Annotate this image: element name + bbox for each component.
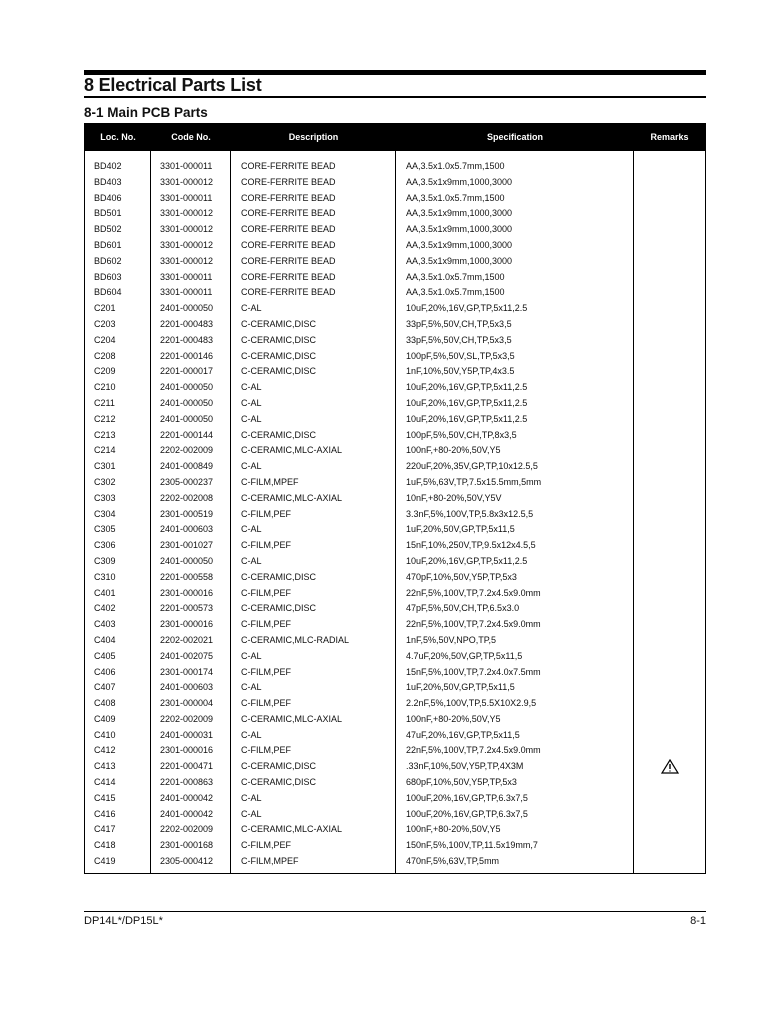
cell-description: C-CERAMIC,MLC-RADIAL (241, 634, 350, 645)
cell-specification: 470pF,10%,50V,Y5P,TP,5x3 (406, 571, 517, 582)
cell-code-no: 2301-000016 (160, 619, 214, 630)
table-row (85, 696, 705, 712)
cell-description: C-CERAMIC,DISC (241, 318, 317, 329)
cell-specification: 3.3nF,5%,100V,TP,5.8x3x12.5,5 (406, 508, 534, 519)
cell-description: C-AL (241, 524, 262, 535)
cell-code-no: 2401-000050 (160, 555, 214, 566)
cell-description: C-CERAMIC,DISC (241, 603, 317, 614)
table-row (85, 538, 705, 554)
cell-loc-no: C408 (94, 698, 116, 709)
cell-description: CORE-FERRITE BEAD (241, 287, 336, 298)
cell-loc-no: C404 (94, 634, 116, 645)
cell-specification: AA,3.5x1.0x5.7mm,1500 (406, 192, 505, 203)
cell-description: C-CERAMIC,MLC-AXIAL (241, 492, 343, 503)
table-row (85, 428, 705, 444)
cell-loc-no: C410 (94, 729, 116, 740)
cell-code-no: 2201-000471 (160, 761, 214, 772)
cell-specification: 680pF,10%,50V,Y5P,TP,5x3 (406, 777, 517, 788)
cell-code-no: 2301-000004 (160, 698, 214, 709)
cell-code-no: 2202-002009 (160, 713, 214, 724)
cell-description: C-AL (241, 729, 262, 740)
cell-loc-no: C303 (94, 492, 116, 503)
cell-specification: 10nF,+80-20%,50V,Y5V (406, 492, 502, 503)
cell-specification: AA,3.5x1x9mm,1000,3000 (406, 176, 513, 187)
cell-description: C-FILM,PEF (241, 745, 292, 756)
cell-code-no: 3301-000012 (160, 176, 214, 187)
cell-specification: 100nF,+80-20%,50V,Y5 (406, 713, 501, 724)
cell-specification: .33nF,10%,50V,Y5P,TP,4X3M (406, 761, 524, 772)
cell-loc-no: BD601 (94, 239, 122, 250)
table-row (85, 838, 705, 854)
cell-description: C-CERAMIC,DISC (241, 366, 317, 377)
cell-description: C-FILM,MPEF (241, 476, 299, 487)
header-specification: Specification (486, 132, 543, 142)
cell-description: C-FILM,PEF (241, 698, 292, 709)
table-row (85, 412, 705, 428)
cell-loc-no: BD603 (94, 271, 122, 282)
title-rule (84, 96, 706, 98)
cell-loc-no: C403 (94, 619, 116, 630)
cell-specification: AA,3.5x1x9mm,1000,3000 (406, 239, 513, 250)
cell-loc-no: C418 (94, 840, 116, 851)
cell-specification: 15nF,10%,250V,TP,9.5x12x4.5,5 (406, 540, 536, 551)
cell-specification: 1uF,20%,50V,GP,TP,5x11,5 (406, 682, 515, 693)
cell-loc-no: BD403 (94, 176, 122, 187)
cell-description: C-CERAMIC,DISC (241, 761, 317, 772)
cell-specification: 10uF,20%,16V,GP,TP,5x11,2.5 (406, 397, 528, 408)
parts-table (84, 123, 706, 874)
cell-code-no: 2401-000603 (160, 682, 214, 693)
table-row (85, 443, 705, 459)
cell-description: C-AL (241, 555, 262, 566)
cell-code-no: 2201-000483 (160, 334, 214, 345)
table-header (85, 124, 705, 151)
cell-specification: 22nF,5%,100V,TP,7.2x4.5x9.0mm (406, 745, 541, 756)
cell-specification: 33pF,5%,50V,CH,TP,5x3,5 (406, 334, 512, 345)
cell-loc-no: C419 (94, 856, 116, 867)
table-row (85, 459, 705, 475)
cell-code-no: 2202-002009 (160, 824, 214, 835)
cell-code-no: 3301-000012 (160, 255, 214, 266)
cell-loc-no: C209 (94, 366, 116, 377)
cell-specification: 100nF,+80-20%,50V,Y5 (406, 824, 501, 835)
cell-specification: AA,3.5x1x9mm,1000,3000 (406, 255, 513, 266)
cell-specification: 1uF,20%,50V,GP,TP,5x11,5 (406, 524, 515, 535)
cell-specification: AA,3.5x1x9mm,1000,3000 (406, 208, 513, 219)
cell-description: C-FILM,PEF (241, 840, 292, 851)
cell-code-no: 2401-000042 (160, 808, 214, 819)
table-row (85, 854, 705, 870)
cell-code-no: 2201-000863 (160, 777, 214, 788)
table-row (85, 633, 705, 649)
table-row (85, 791, 705, 807)
cell-description: C-CERAMIC,MLC-AXIAL (241, 824, 343, 835)
table-row (85, 649, 705, 665)
table-body (85, 159, 705, 870)
table-row (85, 222, 705, 238)
cell-code-no: 2301-000168 (160, 840, 214, 851)
cell-code-no: 2201-000146 (160, 350, 214, 361)
cell-specification: 2.2nF,5%,100V,TP,5.5X10X2.9,5 (406, 698, 537, 709)
table-row (85, 238, 705, 254)
cell-code-no: 3301-000011 (160, 161, 213, 171)
cell-loc-no: C305 (94, 524, 116, 535)
cell-code-no: 2201-000558 (160, 571, 214, 582)
footer-page-number: 8-1 (690, 915, 706, 927)
cell-description: CORE-FERRITE BEAD (241, 161, 336, 171)
table-row (85, 349, 705, 365)
header-description: Description (288, 132, 339, 142)
cell-description: C-AL (241, 303, 262, 314)
cell-description: C-FILM,PEF (241, 666, 292, 677)
table-row (85, 254, 705, 270)
cell-specification: 10uF,20%,16V,GP,TP,5x11,2.5 (406, 303, 528, 314)
cell-code-no: 2401-002075 (160, 650, 214, 661)
cell-specification: 10uF,20%,16V,GP,TP,5x11,2.5 (406, 413, 528, 424)
cell-loc-no: C212 (94, 413, 116, 424)
table-row (85, 285, 705, 301)
cell-description: C-CERAMIC,MLC-AXIAL (241, 713, 343, 724)
cell-code-no: 3301-000012 (160, 224, 214, 235)
cell-code-no: 3301-000011 (160, 271, 213, 282)
cell-code-no: 2201-000144 (160, 429, 214, 440)
table-row (85, 680, 705, 696)
cell-description: C-CERAMIC,DISC (241, 429, 317, 440)
table-row (85, 617, 705, 633)
cell-code-no: 2401-000603 (160, 524, 214, 535)
table-row (85, 743, 705, 759)
cell-loc-no: C203 (94, 318, 116, 329)
cell-description: CORE-FERRITE BEAD (241, 176, 336, 187)
table-row (85, 159, 705, 175)
cell-code-no: 2401-000031 (160, 729, 214, 740)
cell-code-no: 2301-000016 (160, 587, 214, 598)
cell-specification: AA,3.5x1.0x5.7mm,1500 (406, 161, 505, 171)
cell-specification: 10uF,20%,16V,GP,TP,5x11,2.5 (406, 555, 528, 566)
table-row (85, 333, 705, 349)
cell-code-no: 2202-002021 (160, 634, 214, 645)
cell-loc-no: C415 (94, 792, 116, 803)
cell-description: CORE-FERRITE BEAD (241, 239, 336, 250)
cell-loc-no: C210 (94, 382, 116, 393)
cell-loc-no: C306 (94, 540, 116, 551)
cell-description: C-AL (241, 382, 262, 393)
cell-description: C-CERAMIC,DISC (241, 571, 317, 582)
cell-code-no: 3301-000012 (160, 208, 214, 219)
cell-code-no: 2202-002008 (160, 492, 214, 503)
cell-loc-no: C417 (94, 824, 116, 835)
cell-loc-no: C211 (94, 397, 115, 408)
table-row (85, 712, 705, 728)
warning-triangle-icon (661, 759, 679, 774)
cell-loc-no: C407 (94, 682, 116, 693)
cell-specification: AA,3.5x1.0x5.7mm,1500 (406, 287, 505, 298)
cell-specification: AA,3.5x1.0x5.7mm,1500 (406, 271, 505, 282)
cell-loc-no: C302 (94, 476, 116, 487)
table-row (85, 822, 705, 838)
cell-loc-no: BD604 (94, 287, 122, 298)
cell-specification: 220uF,20%,35V,GP,TP,10x12.5,5 (406, 461, 538, 472)
cell-description: C-CERAMIC,DISC (241, 777, 317, 788)
cell-code-no: 3301-000011 (160, 287, 213, 298)
cell-specification: AA,3.5x1x9mm,1000,3000 (406, 224, 513, 235)
table-row (85, 665, 705, 681)
cell-specification: 4.7uF,20%,50V,GP,TP,5x11,5 (406, 650, 523, 661)
cell-code-no: 2401-000050 (160, 413, 214, 424)
cell-code-no: 3301-000011 (160, 192, 213, 203)
header-code: Code No. (171, 132, 211, 142)
cell-code-no: 2401-000849 (160, 461, 214, 472)
table-row (85, 507, 705, 523)
cell-description: C-CERAMIC,MLC-AXIAL (241, 445, 343, 456)
cell-loc-no: BD502 (94, 224, 122, 235)
cell-description: CORE-FERRITE BEAD (241, 208, 336, 219)
cell-specification: 15nF,5%,100V,TP,7.2x4.0x7.5mm (406, 666, 541, 677)
table-row (85, 759, 705, 775)
table-row (85, 206, 705, 222)
cell-specification: 10uF,20%,16V,GP,TP,5x11,2.5 (406, 382, 528, 393)
header-remarks: Remarks (650, 132, 689, 142)
cell-code-no: 2305-000412 (160, 856, 214, 867)
cell-specification: 100uF,20%,16V,GP,TP,6.3x7,5 (406, 808, 528, 819)
cell-loc-no: BD501 (94, 208, 122, 219)
cell-specification: 470nF,5%,63V,TP,5mm (406, 856, 500, 867)
cell-code-no: 2401-000050 (160, 397, 214, 408)
cell-code-no: 2201-000017 (160, 366, 214, 377)
section-title: 8-1 Main PCB Parts (84, 105, 208, 120)
cell-loc-no: C310 (94, 571, 116, 582)
cell-specification: 100nF,+80-20%,50V,Y5 (406, 445, 501, 456)
table-row (85, 380, 705, 396)
table-row (85, 317, 705, 333)
cell-loc-no: C405 (94, 650, 116, 661)
cell-code-no: 3301-000012 (160, 239, 214, 250)
cell-description: C-AL (241, 397, 262, 408)
table-row (85, 601, 705, 617)
table-row (85, 728, 705, 744)
cell-description: C-AL (241, 461, 262, 472)
cell-specification: 22nF,5%,100V,TP,7.2x4.5x9.0mm (406, 619, 541, 630)
cell-description: C-AL (241, 413, 262, 424)
cell-code-no: 2201-000483 (160, 318, 214, 329)
cell-description: C-FILM,PEF (241, 619, 292, 630)
cell-specification: 33pF,5%,50V,CH,TP,5x3,5 (406, 318, 512, 329)
footer-model: DP14L*/DP15L* (84, 915, 163, 927)
cell-loc-no: C402 (94, 603, 116, 614)
cell-code-no: 2301-000016 (160, 745, 214, 756)
cell-remarks (637, 759, 703, 775)
cell-specification: 100pF,5%,50V,CH,TP,8x3,5 (406, 429, 517, 440)
cell-description: CORE-FERRITE BEAD (241, 192, 336, 203)
cell-loc-no: C412 (94, 745, 116, 756)
cell-description: C-FILM,MPEF (241, 856, 299, 867)
cell-loc-no: C301 (94, 461, 116, 472)
cell-loc-no: C309 (94, 555, 116, 566)
table-row (85, 491, 705, 507)
cell-description: C-FILM,PEF (241, 540, 292, 551)
cell-code-no: 2401-000042 (160, 792, 214, 803)
table-row (85, 364, 705, 380)
table-row (85, 475, 705, 491)
cell-description: C-FILM,PEF (241, 508, 292, 519)
cell-loc-no: C204 (94, 334, 116, 345)
cell-specification: 150nF,5%,100V,TP,11.5x19mm,7 (406, 840, 538, 851)
cell-code-no: 2301-000174 (160, 666, 214, 677)
cell-code-no: 2201-000573 (160, 603, 214, 614)
table-row (85, 396, 705, 412)
cell-loc-no: C413 (94, 761, 116, 772)
cell-specification: 1uF,5%,63V,TP,7.5x15.5mm,5mm (406, 476, 542, 487)
cell-code-no: 2301-000519 (160, 508, 214, 519)
cell-specification: 100uF,20%,16V,GP,TP,6.3x7,5 (406, 792, 528, 803)
table-row (85, 570, 705, 586)
cell-loc-no: C416 (94, 808, 116, 819)
table-row (85, 270, 705, 286)
table-row (85, 586, 705, 602)
table-row (85, 775, 705, 791)
cell-loc-no: BD406 (94, 192, 122, 203)
cell-specification: 22nF,5%,100V,TP,7.2x4.5x9.0mm (406, 587, 541, 598)
page-title: 8 Electrical Parts List (84, 75, 262, 95)
cell-loc-no: C304 (94, 508, 116, 519)
cell-description: C-CERAMIC,DISC (241, 350, 317, 361)
cell-description: C-AL (241, 650, 262, 661)
cell-code-no: 2305-000237 (160, 476, 214, 487)
table-row (85, 175, 705, 191)
cell-specification: 47uF,20%,16V,GP,TP,5x11,5 (406, 729, 520, 740)
table-row (85, 807, 705, 823)
table-row (85, 191, 705, 207)
cell-loc-no: C406 (94, 666, 116, 677)
cell-specification: 100pF,5%,50V,SL,TP,5x3,5 (406, 350, 515, 361)
cell-loc-no: BD402 (94, 161, 122, 171)
cell-code-no: 2401-000050 (160, 303, 214, 314)
cell-description: C-AL (241, 808, 262, 819)
cell-specification: 47pF,5%,50V,CH,TP,6.5x3.0 (406, 603, 520, 614)
cell-loc-no: BD602 (94, 255, 122, 266)
cell-description: CORE-FERRITE BEAD (241, 255, 336, 266)
cell-description: CORE-FERRITE BEAD (241, 224, 336, 235)
footer-rule (84, 911, 706, 912)
cell-description: C-CERAMIC,DISC (241, 334, 317, 345)
cell-description: C-AL (241, 792, 262, 803)
cell-code-no: 2401-000050 (160, 382, 214, 393)
table-row (85, 301, 705, 317)
cell-loc-no: C214 (94, 445, 116, 456)
cell-loc-no: C414 (94, 777, 116, 788)
cell-loc-no: C401 (94, 587, 116, 598)
cell-code-no: 2202-002009 (160, 445, 214, 456)
cell-loc-no: C208 (94, 350, 116, 361)
table-row (85, 554, 705, 570)
cell-description: CORE-FERRITE BEAD (241, 271, 336, 282)
cell-specification: 1nF,10%,50V,Y5P,TP,4x3.5 (406, 366, 515, 377)
cell-code-no: 2301-001027 (160, 540, 214, 551)
cell-specification: 1nF,5%,50V,NPO,TP,5 (406, 634, 497, 645)
cell-loc-no: C213 (94, 429, 116, 440)
cell-description: C-FILM,PEF (241, 587, 292, 598)
cell-loc-no: C409 (94, 713, 116, 724)
table-row (85, 522, 705, 538)
header-loc: Loc. No. (100, 132, 136, 142)
cell-loc-no: C201 (94, 303, 116, 314)
cell-description: C-AL (241, 682, 262, 693)
